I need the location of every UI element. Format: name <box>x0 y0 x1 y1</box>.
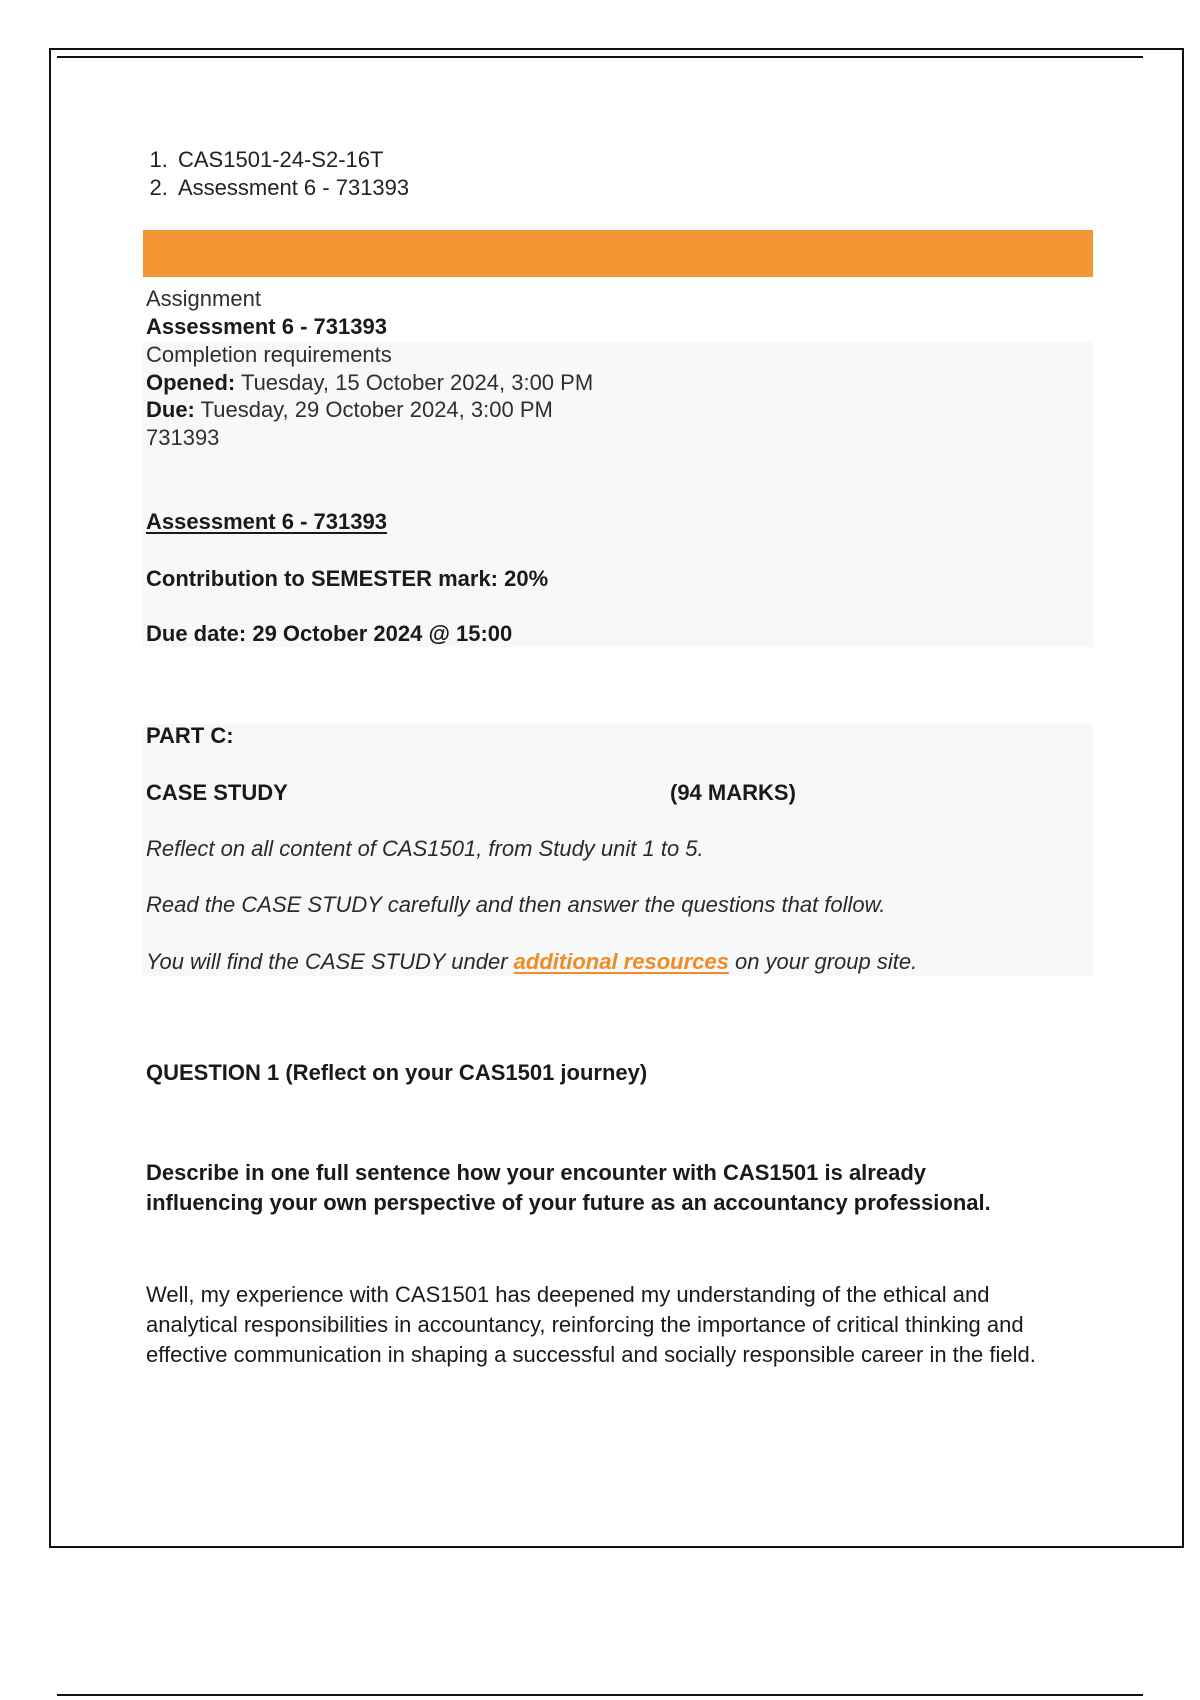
find-instruction <box>146 948 917 976</box>
part-title: PART C: <box>146 723 234 748</box>
question-1-prompt-line-2: influencing your own perspective of your future as an accountancy professional. <box>146 1190 991 1215</box>
bottom-divider <box>57 1694 1143 1696</box>
breadcrumb <box>136 146 409 202</box>
assignment-code: 731393 <box>146 425 220 450</box>
intro-heading: Assessment 6 - 731393 <box>146 509 387 534</box>
question-1-prompt-line-1: Describe in one full sentence how your encounter with CAS1501 is already <box>146 1160 927 1185</box>
completion-requirements: Completion requirements <box>146 342 392 367</box>
find-suffix: on your group site. <box>728 949 918 974</box>
contribution-text: Contribution to SEMESTER mark: 20% <box>146 566 549 591</box>
marks-label: (94 MARKS) <box>670 780 796 805</box>
page-title: Assessment 6 - 731393 <box>146 314 387 339</box>
question-1-answer: Well, my experience with CAS1501 has deepened my understanding of the ethical and analytical responsibilities in accountancy, reinforcing the importance of critical thinking and effective communication in shaping a successful and socially responsible career in the field. <box>146 1282 1036 1367</box>
due-date-text: Due date: 29 October 2024 @ 15:00 <box>146 621 513 646</box>
due-label: Due: <box>146 397 195 422</box>
header-accent-bar <box>143 230 1093 277</box>
breadcrumb-item-course[interactable]: 1. CAS1501-24-S2-16T <box>174 146 409 174</box>
activity-type-label: Assignment <box>146 286 261 311</box>
due-date <box>146 396 553 424</box>
read-instruction: Read the CASE STUDY carefully and then answer the questions that follow. <box>146 892 886 917</box>
additional-resources-link[interactable]: additional resources <box>513 949 729 974</box>
due-value: Tuesday, 29 October 2024, 3:00 PM <box>200 397 553 422</box>
case-study-label: CASE STUDY <box>146 780 288 805</box>
find-prefix: You will find the CASE STUDY under <box>146 949 514 974</box>
reflect-instruction: Reflect on all content of CAS1501, from Study unit 1 to 5. <box>146 836 704 861</box>
top-divider <box>57 56 1143 58</box>
opened-label: Opened: <box>146 370 236 395</box>
opened-value: Tuesday, 15 October 2024, 3:00 PM <box>240 370 594 395</box>
opened-date <box>146 369 593 397</box>
question-1-title: QUESTION 1 (Reflect on your CAS1501 journey) <box>146 1060 648 1085</box>
breadcrumb-item-assessment[interactable]: 2. Assessment 6 - 731393 <box>174 174 409 202</box>
